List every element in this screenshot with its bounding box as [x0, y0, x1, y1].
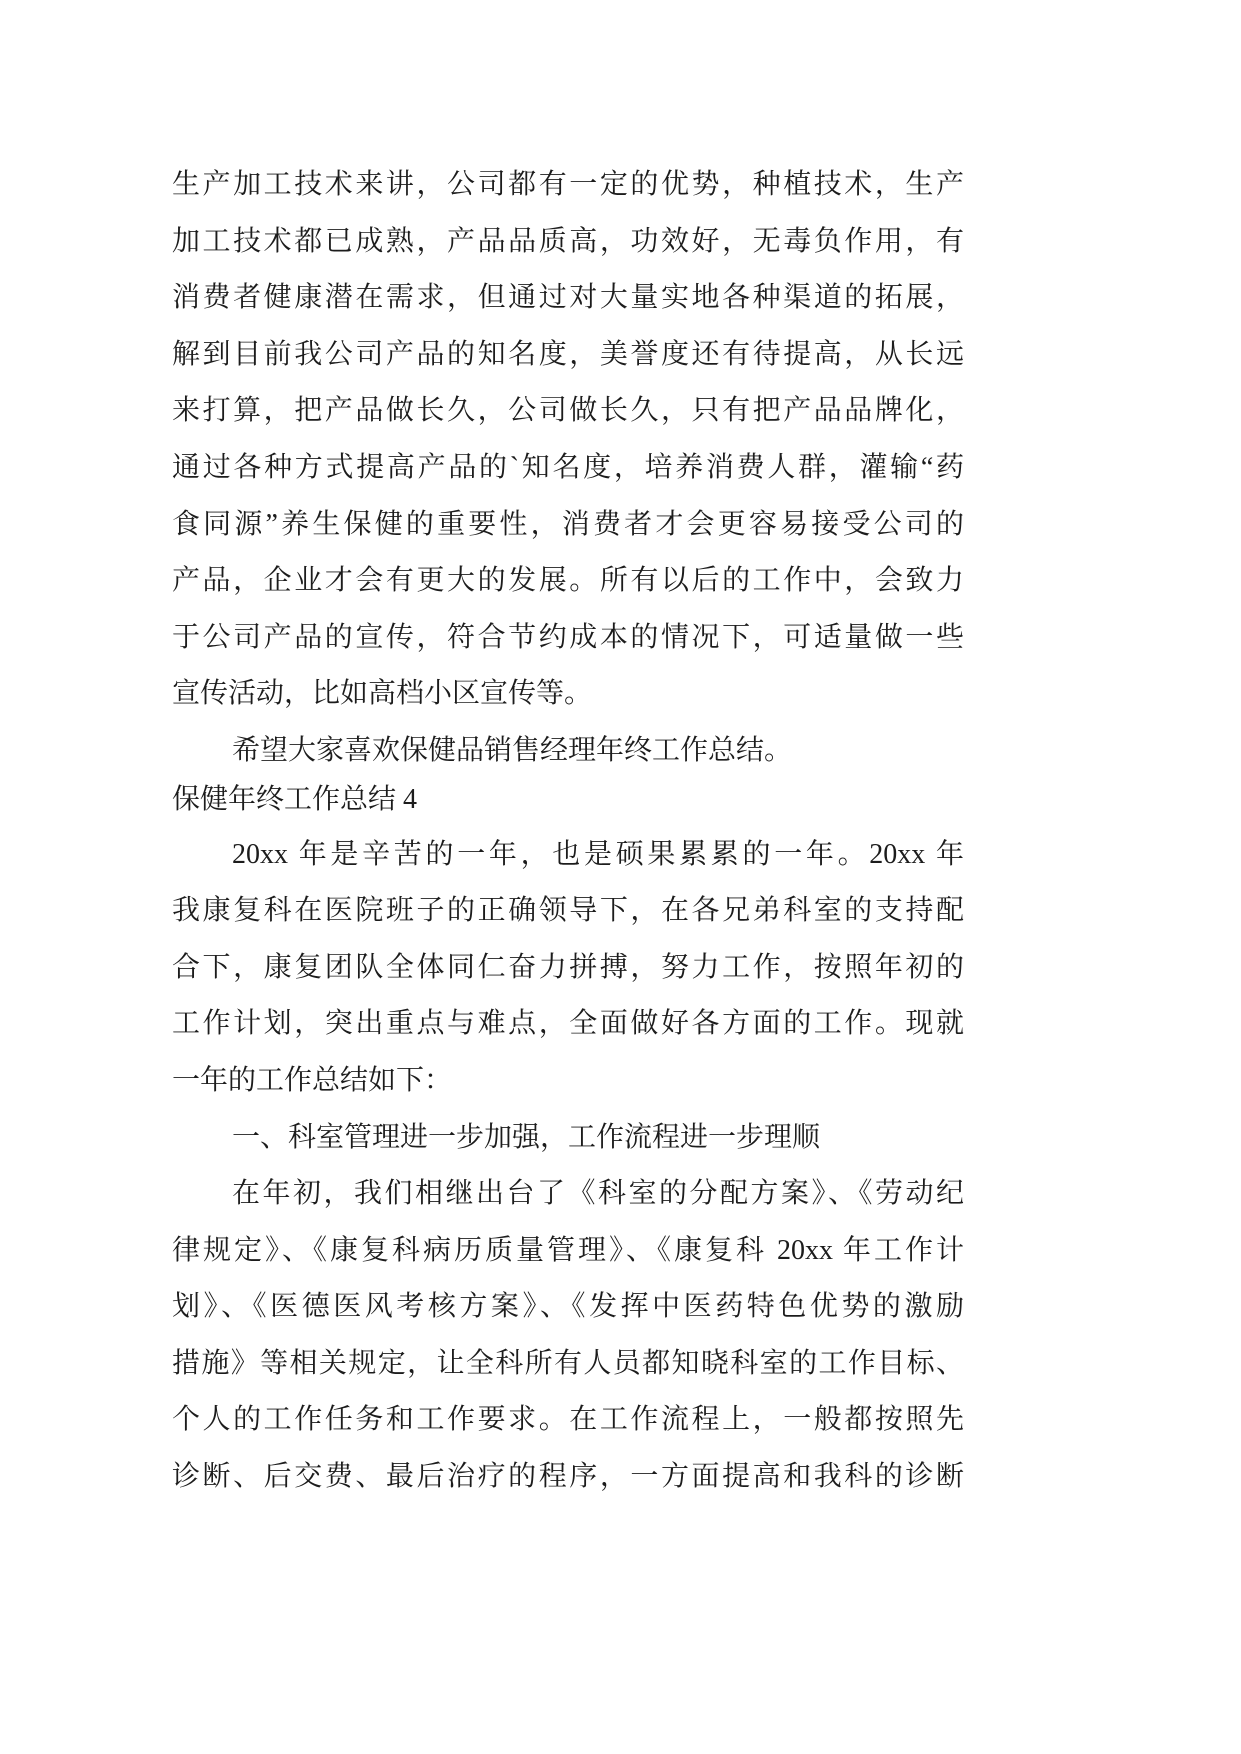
text-line: 一年的工作总结如下： [172, 1064, 453, 1096]
text-line: 20xx 年是辛苦的一年，也是硕果累累的一年。20xx 年 [232, 838, 964, 870]
text-line: 诊断、后交费、最后治疗的程序，一方面提高和我科的诊断 [172, 1461, 964, 1493]
text-line: 解到目前我公司产品的知名度，美誉度还有待提高，从长远 [172, 338, 964, 370]
opening-paragraph [172, 827, 964, 1110]
text-line: 生产加工技术来讲，公司都有一定的优势，种植技术，生产 [172, 169, 964, 200]
text-line: 产品，企业才会有更大的发展。所有以后的工作中，会致力 [172, 565, 964, 597]
text-line: 消费者健康潜在需求，但通过对大量实地各种渠道的拓展， [172, 282, 964, 314]
text-line: 划》、《医德医风考核方案》、《发挥中医药特色优势的激励 [172, 1291, 964, 1323]
text-line: 希望大家喜欢保健品销售经理年终工作总结。 [232, 734, 793, 766]
text-line: 通过各种方式提高产品的`知名度，培养消费人群，灌输“药 [172, 451, 964, 483]
subheading-paragraph [172, 1110, 964, 1167]
text-line: 个人的工作任务和工作要求。在工作流程上，一般都按照先 [172, 1404, 964, 1436]
text-line: 宣传活动，比如高档小区宣传等。 [172, 678, 593, 710]
management-paragraph [172, 1166, 964, 1506]
text-line: 合下，康复团队全体同仁奋力拼搏，努力工作，按照年初的 [172, 951, 964, 983]
text-line: 律规定》、《康复科病历质量管理》、《康复科 20xx 年工作计 [172, 1234, 964, 1266]
text-line: 措施》等相关规定，让全科所有人员都知晓科室的工作目标、 [172, 1347, 964, 1379]
text-line: 工作计划，突出重点与难点，全面做好各方面的工作。现就 [172, 1008, 964, 1040]
text-line: 食同源”养生保健的重要性，消费者才会更容易接受公司的 [172, 508, 964, 540]
subheading: 一、科室管理进一步加强，工作流程进一步理顺 [232, 1121, 821, 1153]
text-line: 于公司产品的宣传，符合节约成本的情况下，可适量做一些 [172, 621, 964, 653]
text-line: 加工技术都已成熟，产品品质高，功效好，无毒负作用，有 [172, 225, 964, 257]
section-title: 保健年终工作总结 4 [172, 783, 418, 815]
text-line: 来打算，把产品做长久，公司做长久，只有把产品品牌化， [172, 395, 964, 427]
document-body [172, 157, 964, 1506]
text-line: 我康复科在医院班子的正确领导下，在各兄弟科室的支持配 [172, 895, 964, 927]
closing-remark-paragraph [172, 723, 964, 780]
text-line: 在年初，我们相继出台了《科室的分配方案》、《劳动纪 [232, 1178, 964, 1210]
continued-paragraph [172, 157, 964, 723]
